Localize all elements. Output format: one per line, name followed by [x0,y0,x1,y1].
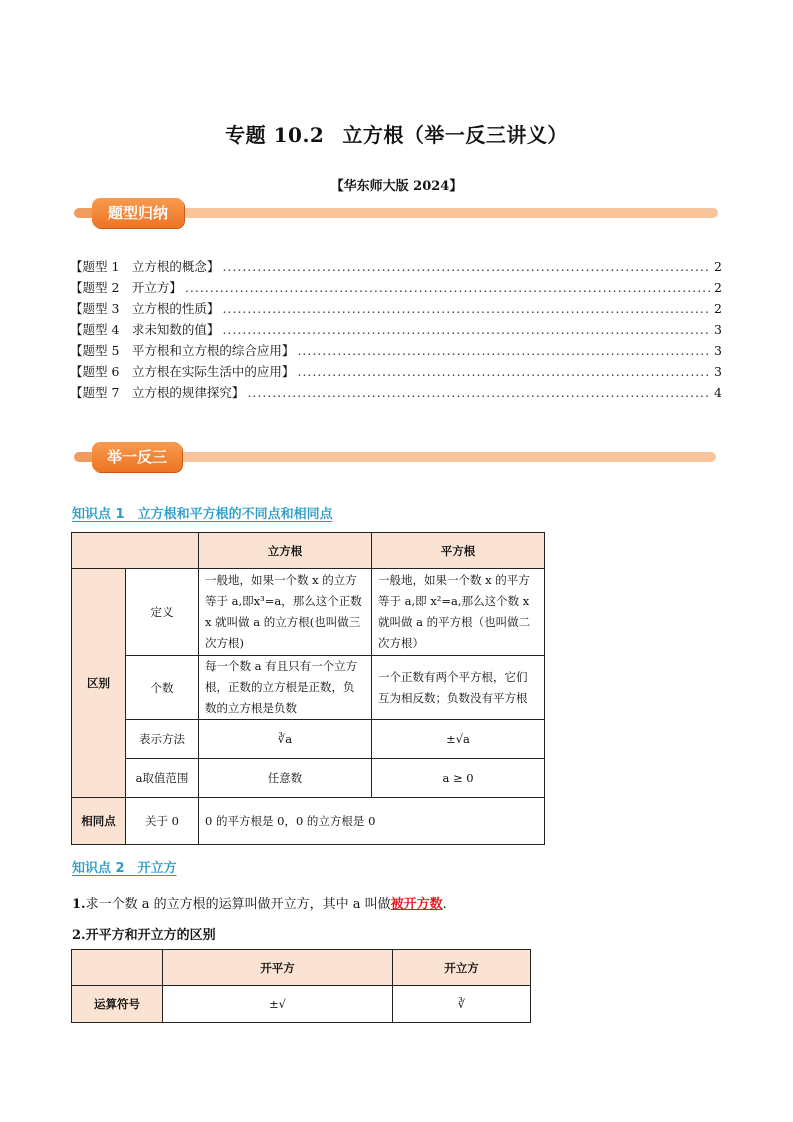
row-label: 定义 [126,569,199,656]
range-square: a ≥ 0 [372,759,545,798]
section-banner-types: 题型归纳 [92,198,184,228]
toc-item[interactable] [70,341,722,362]
paragraph-text: 求一个数 a 的立方根的运算叫做开立方，其中 a 叫做 [85,897,391,912]
table-header-row [72,533,545,569]
definition-square: 一般地，如果一个数 x 的平方等于 a,即 x²=a,那么这个数 x 就叫做 a 的平方根（也叫做二次方根） [372,569,545,656]
table-row [72,656,545,720]
row-label: 表示方法 [126,720,199,759]
banner-bar-right [170,452,716,462]
header-square-root-op: 开平方 [163,950,393,986]
toc-item[interactable] [70,257,722,278]
group-difference: 区别 [72,569,126,798]
row-label: 运算符号 [72,986,163,1023]
paragraph-number: 1. [72,897,86,912]
paragraph-difference-heading: 2.开平方和开立方的区别 [72,928,216,943]
table-row [72,569,545,656]
table-corner-cell [72,950,163,986]
page-title [0,119,793,148]
edition-subtitle: 【华东师大版 2024】 [330,179,463,194]
sqrt-symbol: ±√ [163,986,393,1023]
toc-leader [297,364,711,379]
paragraph-definition [72,893,447,912]
table-row [72,798,545,845]
toc-leader [297,343,711,358]
notation-square: ±√a [372,720,545,759]
header-cube-root-op: 开立方 [393,950,531,986]
toc-page: 2 [714,301,722,316]
toc-leader [247,385,711,400]
row-label: a取值范围 [126,759,199,798]
toc-page: 3 [714,322,722,337]
banner-bar-right [170,208,718,218]
toc-label: 【题型 5 平方根和立方根的综合应用】 [70,343,295,358]
cbrt-symbol: ∛ [393,986,531,1023]
header-cube-root: 立方根 [199,533,372,569]
table-of-contents [70,257,722,404]
toc-item[interactable] [70,362,722,383]
toc-label: 【题型 4 求未知数的值】 [70,322,220,337]
toc-item[interactable] [70,383,722,404]
knowledge-point-2-heading: 知识点 2 开立方 [72,861,177,876]
toc-item[interactable] [70,278,722,299]
toc-leader [222,301,711,316]
count-cube: 每一个数 a 有且只有一个立方根，正数的立方根是正数，负数的立方根是负数 [199,656,372,720]
row-label: 个数 [126,656,199,720]
count-square: 一个正数有两个平方根，它们互为相反数；负数没有平方根 [372,656,545,720]
toc-leader [222,259,711,274]
comparison-table [71,532,545,845]
notation-cube: ∛a [199,720,372,759]
toc-page: 3 [714,343,722,358]
toc-item[interactable] [70,320,722,341]
title-main: 立方根（举一反三讲义） [342,123,568,147]
knowledge-point-1-heading: 知识点 1 立方根和平方根的不同点和相同点 [72,507,333,522]
toc-item[interactable] [70,299,722,320]
toc-label: 【题型 3 立方根的性质】 [70,301,220,316]
section-banner-practice: 举一反三 [92,442,182,472]
title-prefix: 专题 10.2 [225,123,325,147]
operation-table [71,949,531,1023]
group-same: 相同点 [72,798,126,845]
toc-page: 2 [714,259,722,274]
toc-leader [185,280,711,295]
table-header-row [72,950,531,986]
toc-label: 【题型 2 开立方】 [70,280,182,295]
toc-page: 4 [714,385,722,400]
toc-label: 【题型 7 立方根的规律探究】 [70,385,245,400]
zero-fact: 0 的平方根是 0，0 的立方根是 0 [199,798,545,845]
toc-page: 2 [714,280,722,295]
header-square-root: 平方根 [372,533,545,569]
toc-label: 【题型 1 立方根的概念】 [70,259,220,274]
toc-leader [222,322,711,337]
paragraph-end: . [442,897,447,912]
table-row [72,720,545,759]
key-term: 被开方数 [390,897,443,912]
row-label: 关于 0 [126,798,199,845]
table-corner-cell [72,533,199,569]
toc-label: 【题型 6 立方根在实际生活中的应用】 [70,364,295,379]
table-row [72,759,545,798]
range-cube: 任意数 [199,759,372,798]
toc-page: 3 [714,364,722,379]
table-row [72,986,531,1023]
definition-cube: 一般地，如果一个数 x 的立方等于 a,即x³=a，那么这个正数 x 就叫做 a 的立方根(也叫做三次方根) [199,569,372,656]
